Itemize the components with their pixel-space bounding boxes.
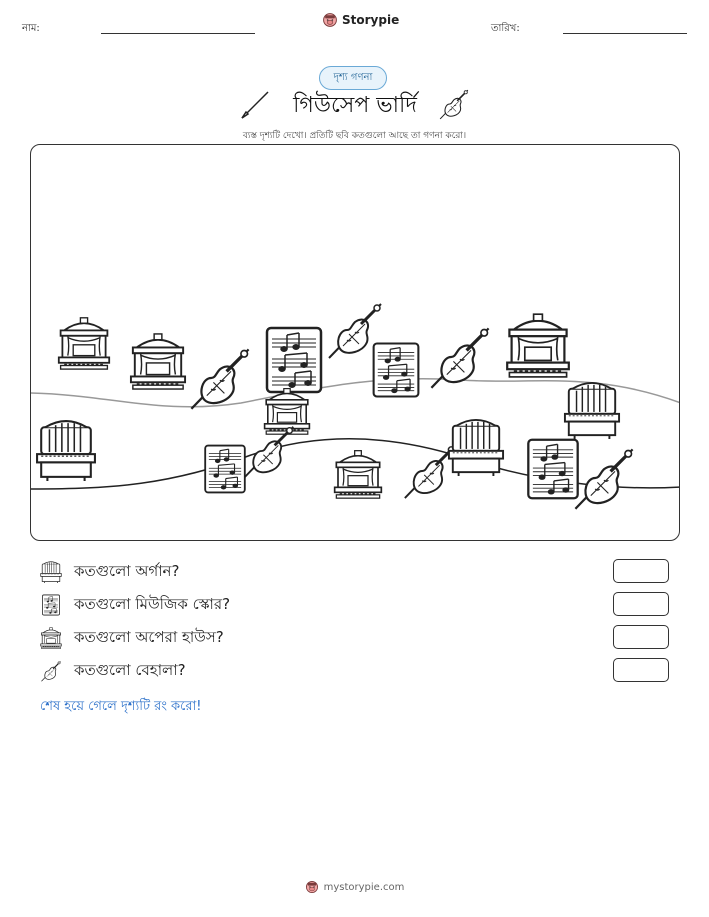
footer [0,880,709,894]
organ-icon [40,561,62,583]
answer-box-violin[interactable] [613,658,669,682]
violin-icon [40,660,62,682]
instruction-text: ব্যস্ত দৃশ্যটি দেখো। প্রতিটি ছবি কতগুলো আছে তা গণনা করো। [242,131,467,141]
music-score-icon [40,594,62,616]
question-music-score: কতগুলো মিউজিক স্কোর? [74,594,231,613]
answer-box-organ[interactable] [613,559,669,583]
organ-1 [565,383,619,439]
violin-6 [575,449,632,508]
opera-house-2 [131,334,185,389]
opera-house-4 [265,389,310,435]
violin-3 [431,328,488,387]
brand-logo [322,12,399,28]
organ-3 [449,420,503,476]
question-opera-house: কতগুলো অপেরা হাউস? [74,627,224,646]
name-line[interactable] [101,33,255,34]
music-score-2 [374,343,419,396]
name-label: নাম: [22,23,40,34]
opera-house-icon [40,627,62,649]
question-row-opera [40,625,224,651]
opera-house-1 [59,318,109,369]
pig-logo-icon [322,12,338,28]
pig-footer-icon [305,880,319,894]
answer-box-opera-house[interactable] [613,625,669,649]
opera-house-3 [507,314,569,377]
activity-badge: দৃশ্য গণনা [319,66,387,90]
question-row-score [40,592,230,618]
busy-scene [30,144,680,541]
organ-2 [37,421,95,481]
question-violin: কতগুলো বেহালা? [74,660,186,679]
question-row-organ [40,559,179,585]
date-label: তারিখ: [491,23,520,34]
opera-house-5 [335,451,382,499]
answer-box-music-score[interactable] [613,592,669,616]
baton-icon [240,90,270,120]
violin-title-icon [438,88,470,120]
date-line[interactable] [563,33,687,34]
brand-name: Storypie [342,13,400,27]
music-score-4 [528,440,577,499]
footer-link[interactable]: mystorypie.com [323,881,405,893]
scene-drawing [31,145,680,541]
question-organ: কতগুলো অর্গান? [74,561,180,580]
violin-5 [405,446,455,498]
finish-instruction: শেষ হয়ে গেলে দৃশ্যটি রং করো! [40,699,202,714]
music-score-3 [205,446,245,493]
page-title: গিউসেপ ভার্দি [293,93,417,118]
music-score-1 [267,328,321,392]
violin-1 [191,349,248,408]
question-row-violin [40,658,186,684]
